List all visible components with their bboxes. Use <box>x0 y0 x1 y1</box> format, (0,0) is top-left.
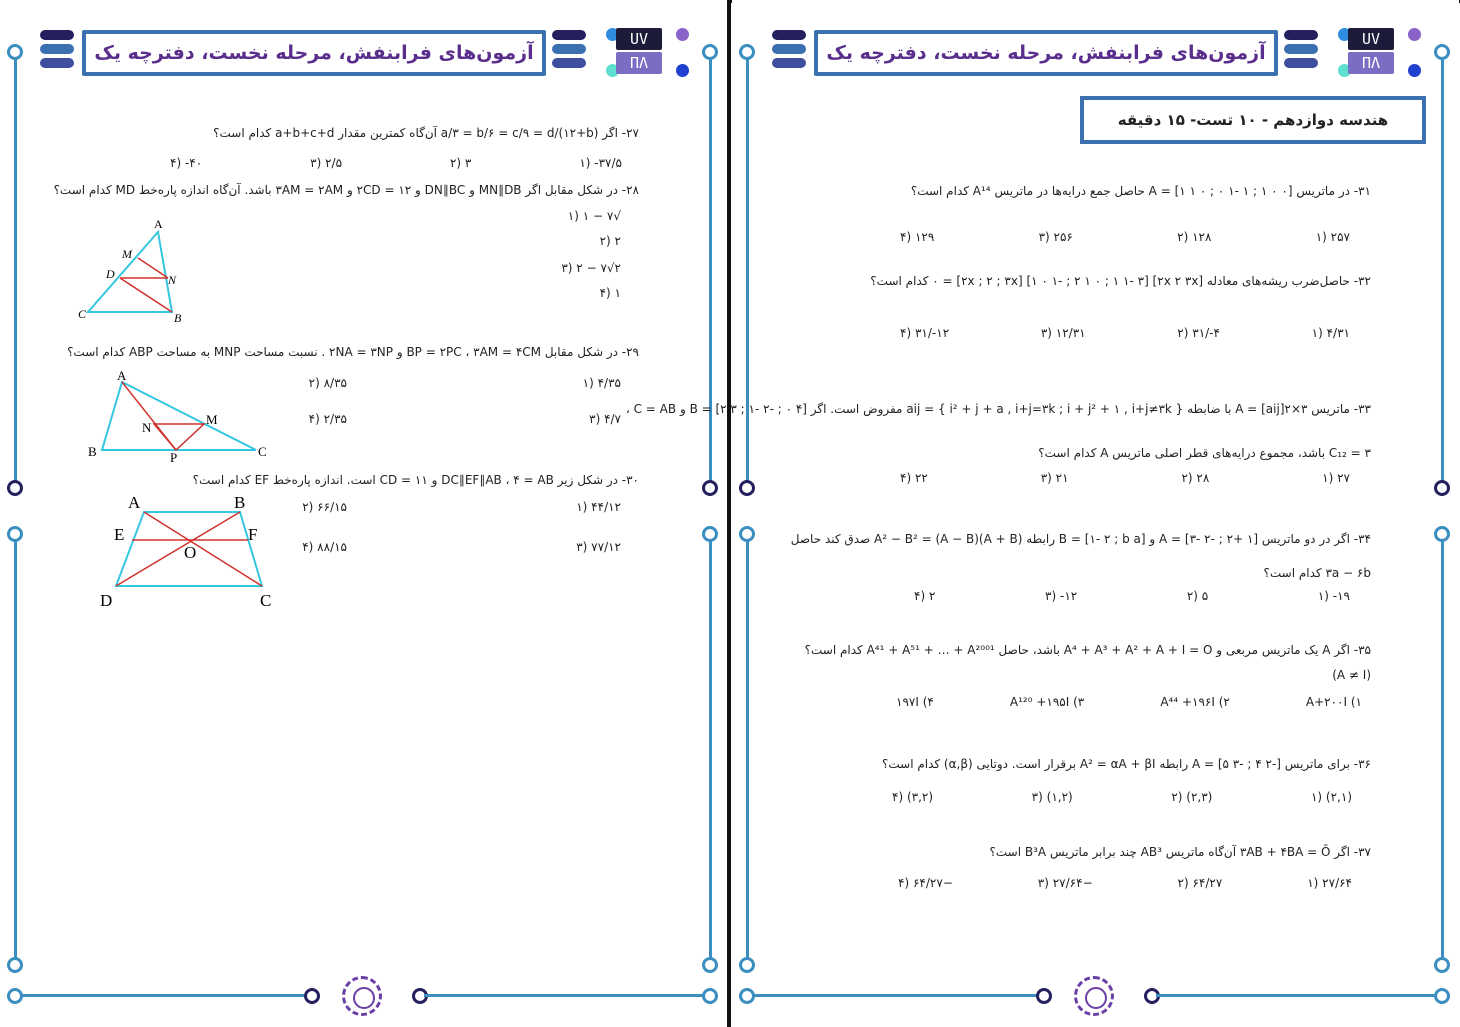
footer-node <box>7 988 23 1004</box>
frame-node <box>7 957 23 973</box>
header-stripes <box>772 30 806 76</box>
logo-top: UV <box>1348 28 1394 50</box>
q29-label-b: B <box>88 444 97 459</box>
q31-option-3[interactable]: ۲۵۶ (۳ <box>1038 230 1073 244</box>
q30-diagonal-bd <box>116 512 240 586</box>
q33-option-1[interactable]: ۲۷ (۱ <box>1322 471 1350 485</box>
q36-option-3[interactable]: (۱,۲) (۳ <box>1031 790 1073 804</box>
q28-figure <box>74 214 194 326</box>
q37-option-4[interactable]: −۶۴/۲۷ (۴ <box>898 876 953 890</box>
q33-option-4[interactable]: ۲۲ (۴ <box>900 471 928 485</box>
frame-node <box>1434 44 1450 60</box>
q34-option-2[interactable]: ۵ (۲ <box>1186 589 1209 603</box>
frame-node <box>7 44 23 60</box>
question-34: ۳۴- اگر در دو ماتریس A = [۳- ۲- ; ۲+ ۱] و B = [۱- ۲ ; b a] رابطه A² − B² = (A − B)(A + B) صدق کند حاصل <box>790 532 1371 546</box>
q29-figure <box>84 368 274 462</box>
logo <box>1332 24 1412 84</box>
q30-label-a: A <box>128 493 141 512</box>
q29-option-4[interactable]: ۲/۳۵ (۴ <box>308 412 347 426</box>
question-36: ۳۶- برای ماتریس A = [۵ ۳- ; ۴ ۲-] رابطه A² = αA + βI برقرار است. دوتایی (α,β) کدام است؟ <box>881 757 1371 771</box>
q29-option-3[interactable]: ۴/۷ (۳ <box>589 412 621 426</box>
question-34-line2: ۳a − ۶b کدام است؟ <box>1263 566 1371 580</box>
q30-label-b: B <box>234 493 246 512</box>
logo-top: UV <box>616 28 662 50</box>
footer-emblem-icon <box>342 976 382 1016</box>
q35-option-2[interactable]: A⁴⁴ +۱۹۶I (۲ <box>1160 695 1230 709</box>
q30-label-e: E <box>114 525 125 544</box>
question-31: ۳۱- در ماتریس A = [۱ ۱ ۰ ; ۰ ۱- ۱ ; ۱ ۰ ۰] حاصل جمع درایه‌ها در ماتریس A¹⁴ کدام است؟ <box>910 184 1371 198</box>
header-stripes <box>40 30 74 76</box>
footer-node <box>702 988 718 1004</box>
q32-option-1[interactable]: ۴/۳۱ (۱ <box>1311 326 1350 340</box>
frame-line <box>14 58 17 482</box>
page-title-text: آزمون‌های فرابنفش، مرحله نخست، دفترچه یک <box>94 42 534 64</box>
q37-option-2[interactable]: ۶۴/۲۷ (۲ <box>1177 876 1223 890</box>
q36-option-4[interactable]: (۳,۲) (۴ <box>892 790 934 804</box>
section-title-text: هندسه دوازدهم - ۱۰ تست- ۱۵ دقیقه <box>1117 111 1389 129</box>
q34-option-3[interactable]: ۱۲- (۳ <box>1045 589 1078 603</box>
q29-option-1[interactable]: ۴/۳۵ (۱ <box>582 376 621 390</box>
question-28: ۲۸- در شکل مقابل اگر MN∥DB و DN∥BC و ۱۲ = ۲CD و ۳AM = ۲AM باشد. آن‌گاه اندازه پاره‌خط MD کدام است؟ <box>53 183 639 197</box>
q35-option-1[interactable]: A+۲۰۰I (۱ <box>1305 695 1362 709</box>
q37-option-1[interactable]: ۲۷/۶۴ (۱ <box>1307 876 1352 890</box>
q28-label-n: N <box>168 273 177 287</box>
q31-options <box>900 230 1350 244</box>
q30-option-2[interactable]: ۶۶/۱۵ (۲ <box>302 500 347 514</box>
q29-label-a: A <box>117 368 127 383</box>
q30-figure <box>96 490 286 614</box>
q36-options <box>892 790 1352 804</box>
question-27: ۲۷- اگر a/۳ = b/۶ = c/۹ = d/(۱۲+b) آن‌گاه کمترین مقدار a+b+c+d کدام است؟ <box>213 126 639 140</box>
frame-node <box>702 480 718 496</box>
question-35-line2: (A ≠ I) <box>1332 668 1371 682</box>
q28-option-3[interactable]: ۲√۷ − ۲ (۳ <box>561 261 621 275</box>
frame-node <box>739 526 755 542</box>
question-37: ۳۷- اگر ۳AB + ۴BA = Ō آن‌گاه ماتریس AB³ چند برابر ماتریس B³A است؟ <box>989 845 1371 859</box>
q28-label-m: M <box>122 247 132 261</box>
frame-node <box>1434 480 1450 496</box>
page-title <box>82 30 546 76</box>
frame-node <box>1434 526 1450 542</box>
q29-label-p: P <box>170 450 178 462</box>
header-stripes <box>552 30 586 76</box>
frame-node <box>702 44 718 60</box>
q29-triangle <box>102 382 256 450</box>
frame-node <box>739 957 755 973</box>
q35-option-4[interactable]: ۱۹۷I (۴ <box>896 695 934 709</box>
q32-options <box>900 326 1350 340</box>
q36-option-1[interactable]: (۲,۱) (۱ <box>1310 790 1352 804</box>
q30-label-f: F <box>248 525 258 544</box>
page-title-text: آزمون‌های فرابنفش، مرحله نخست، دفترچه یک <box>826 42 1266 64</box>
q37-option-3[interactable]: −۲۷/۶۴ (۳ <box>1037 876 1093 890</box>
q29-label-n: N <box>142 420 152 435</box>
q27-option-1[interactable]: ۳۷/۵- (۱ <box>579 156 622 170</box>
footer-line <box>754 994 1042 997</box>
logo <box>600 24 680 84</box>
footer-line <box>1156 994 1440 997</box>
q34-options <box>914 589 1350 603</box>
q28-option-4[interactable]: ۱ (۴ <box>599 286 621 300</box>
q31-option-1[interactable]: ۲۵۷ (۱ <box>1315 230 1350 244</box>
q30-option-4[interactable]: ۸۸/۱۵ (۴ <box>302 540 347 554</box>
question-35: ۳۵- اگر A یک ماتریس مربعی و A⁴ + A³ + A² + A + I = O باشد، حاصل A⁴¹ + A⁵¹ + … + A²⁰⁰¹ کدام است؟ <box>804 643 1371 657</box>
frame-line <box>746 540 749 960</box>
q28-option-2[interactable]: ۲ (۲ <box>599 234 621 248</box>
frame-node <box>739 44 755 60</box>
footer-node <box>739 988 755 1004</box>
q27-options <box>170 156 622 170</box>
q28-label-c: C <box>78 307 87 321</box>
q31-option-4[interactable]: ۱۲۹ (۴ <box>900 230 935 244</box>
frame-line <box>709 540 712 960</box>
footer-node <box>1434 988 1450 1004</box>
left-page <box>0 0 727 1027</box>
logo-bottom: ΠΛ <box>1348 52 1394 74</box>
q29-triangle-mnp <box>154 424 204 450</box>
q32-option-4[interactable]: ۱۲-/۳۱ (۴ <box>900 326 950 340</box>
frame-node <box>1434 957 1450 973</box>
question-29: ۲۹- در شکل مقابل BP = ۲PC ، ۳AM = ۴CM و ۲NA = ۳NP . نسبت مساحت MNP به مساحت ABP کدام است؟ <box>67 345 639 359</box>
q30-label-c: C <box>260 591 272 610</box>
q29-label-m: M <box>206 412 218 427</box>
page-title <box>814 30 1278 76</box>
page-divider <box>727 0 731 1027</box>
footer-emblem-icon <box>1074 976 1114 1016</box>
q35-options <box>896 695 1362 709</box>
frame-node <box>702 526 718 542</box>
q28-label-b: B <box>174 311 182 325</box>
q29-label-c: C <box>258 444 267 459</box>
frame-line <box>1441 58 1444 482</box>
q27-option-4[interactable]: ۴۰- (۴ <box>170 156 203 170</box>
frame-line <box>14 540 17 960</box>
q36-option-2[interactable]: (۲,۳) (۲ <box>1171 790 1213 804</box>
q33-options <box>900 471 1350 485</box>
frame-node <box>7 526 23 542</box>
q34-option-1[interactable]: ۱۹- (۱ <box>1317 589 1350 603</box>
q30-label-o: O <box>184 543 197 562</box>
q37-options <box>898 876 1352 890</box>
footer-line <box>424 994 708 997</box>
frame-node <box>702 957 718 973</box>
question-33: ۳۳- ماتریس A = [aij]۲×۳ با ضابطه aij = { i² + j + a , i+j=۳k ; i + j² + ۱ , i+j≠۳k } مفروض است. اگر B = [۲ ۳ ; ۱- ۲- ; ۰ ۴] و C = AB ، <box>625 402 1371 416</box>
q35-option-3[interactable]: A¹²⁰ +۱۹۵I (۳ <box>1009 695 1085 709</box>
q30-option-1[interactable]: ۴۴/۱۲ (۱ <box>576 500 621 514</box>
question-30: ۳۰- در شکل زیر DC∥EF∥AB ، ۴ = AB و ۱۱ = CD است. اندازه پاره‌خط EF کدام است؟ <box>192 473 639 487</box>
footer-line <box>22 994 310 997</box>
right-page <box>625 0 1459 1027</box>
frame-node <box>7 480 23 496</box>
q33-option-2[interactable]: ۲۸ (۲ <box>1181 471 1210 485</box>
footer-node <box>304 988 320 1004</box>
question-33-line2: C₁₂ = ۳ باشد، مجموع درایه‌های قطر اصلی ماتریس A کدام است؟ <box>1038 446 1371 460</box>
q28-segment-db <box>120 278 172 312</box>
q30-option-3[interactable]: ۷۷/۱۲ (۳ <box>576 540 621 554</box>
section-title <box>1080 96 1426 144</box>
q30-label-d: D <box>100 591 113 610</box>
q32-option-3[interactable]: ۱۲/۳۱ (۳ <box>1040 326 1086 340</box>
q29-option-2[interactable]: ۸/۳۵ (۲ <box>308 376 347 390</box>
header-stripes <box>1284 30 1318 76</box>
frame-line <box>1441 540 1444 960</box>
logo-bottom: ΠΛ <box>616 52 662 74</box>
frame-node <box>739 480 755 496</box>
frame-line <box>746 58 749 482</box>
q34-option-4[interactable]: ۲ (۴ <box>914 589 936 603</box>
q27-option-3[interactable]: ۲/۵ (۳ <box>310 156 343 170</box>
q32-option-2[interactable]: ۴-/۳۱ (۲ <box>1177 326 1220 340</box>
q28-label-d: D <box>106 267 115 281</box>
footer-node <box>1036 988 1052 1004</box>
q27-option-2[interactable]: ۳ (۲ <box>449 156 472 170</box>
frame-line <box>709 58 712 482</box>
q28-label-a: A <box>154 217 163 231</box>
q31-option-2[interactable]: ۱۲۸ (۲ <box>1177 230 1212 244</box>
q33-option-3[interactable]: ۲۱ (۳ <box>1040 471 1069 485</box>
q28-option-1[interactable]: √۷ − ۱ (۱ <box>567 209 621 223</box>
question-32: ۳۲- حاصل‌ضرب ریشه‌های معادله [۲x ۲ ۳x] [۱ ۰ ۱- ; ۲ ۱ ۰ ; ۱ ۱- ۳] [۲x ; ۲ ; ۳x] = ۰ کدام است؟ <box>870 274 1371 288</box>
